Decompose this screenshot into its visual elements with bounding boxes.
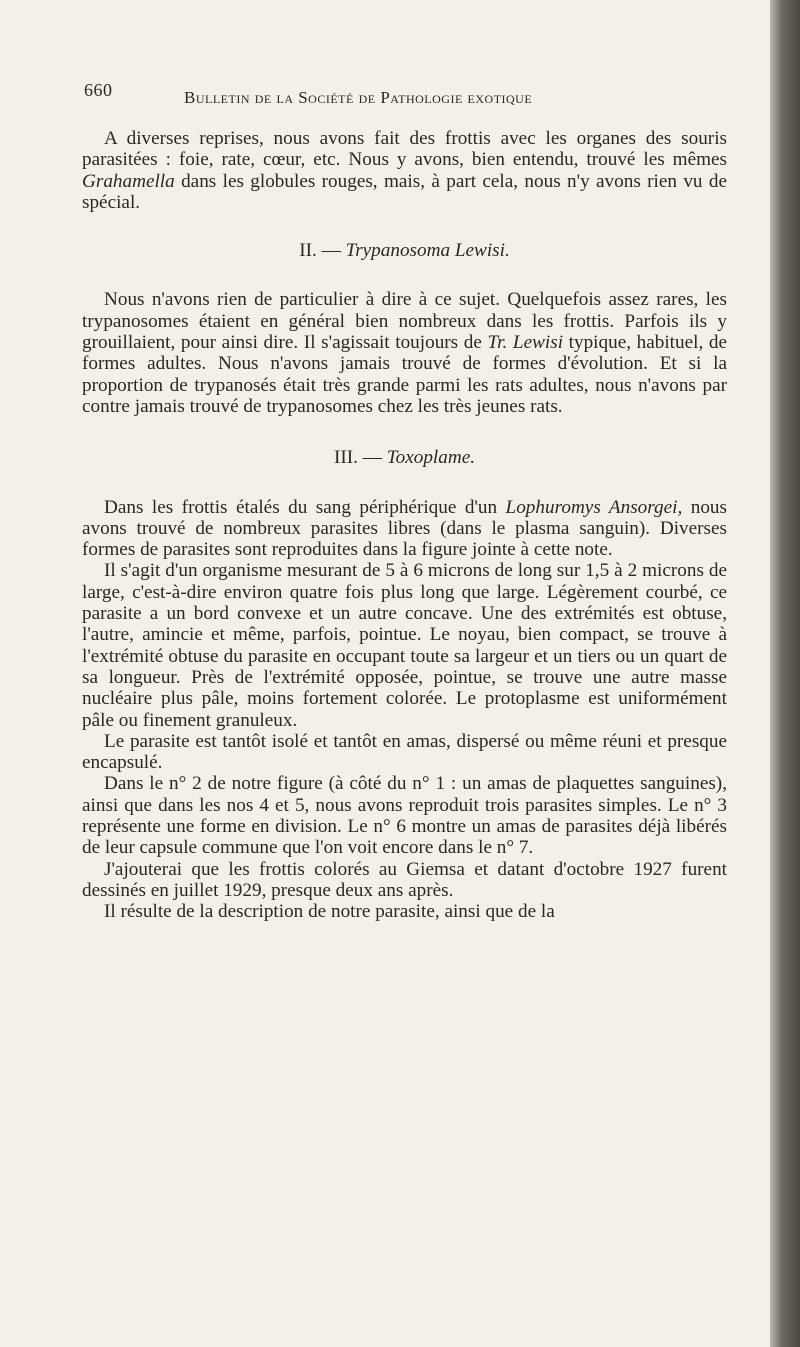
paragraph-organism-description: Il s'agit d'un organisme mesurant de 5 à 6 microns de long sur 1,5 à 2 microns de large, c'est-à-dire environ quatre fois plus long que large. Légèrement courbé, ce parasite a un bord convexe et un autre concave. Une des extrémités est obtuse, l'autre, amincie et même, parfois, pointue. Le noyau, bien compact, se trouve à l'extrémité obtuse du parasite en occupant toute sa largeur et un tiers ou un quart de sa longueur. Près de l'extrémité opposée, pointue, se trouve une autre masse nucléaire plus pâle, moins fortement colorée. Le protoplasme est uniformément pâle ou finement granuleux. <box>82 560 727 731</box>
text-run: Nous n'avons rien de particulier à dire à ce sujet. Quelquefois assez rares, les trypanosomes étaient en général bien nombreux dans les frottis. Parfois ils y grouillaient, pour ainsi dire. Il s'agissait toujours de <box>82 289 727 354</box>
text-run: dans les globules rouges, mais, à part cela, nous n'y avons rien vu de spécial. <box>82 170 727 213</box>
text-run: Dans les frottis étalés du sang périphérique d'un <box>104 496 506 518</box>
italic-term: Tr. Lewisi <box>487 332 564 354</box>
running-title: Bulletin de la Société de Pathologie exotique <box>184 88 533 107</box>
page-number: 660 <box>84 80 113 100</box>
paragraph-figure-numbers: Dans le n° 2 de notre figure (à côté du n° 1 : un amas de plaquettes sanguines), ainsi que dans les nos 4 et 5, nous avons reproduit trois parasites simples. Le n° 3 représente une forme en division. Le n° 6 montre un amas de parasites déjà libérés de leur capsule commune que l'on voit encore dans le n° 7. <box>82 773 727 859</box>
heading-title: Trypanosoma Lewisi. <box>345 240 510 262</box>
italic-term: Lophuromys Ansorgei, <box>505 496 683 518</box>
italic-term: Grahamella <box>82 170 175 192</box>
heading-number: II. — <box>299 240 346 262</box>
page-body <box>82 128 727 923</box>
paragraph-isolation: Le parasite est tantôt isolé et tantôt en amas, dispersé ou même réuni et presque encapsulé. <box>82 730 727 774</box>
heading-title: Toxoplame. <box>386 447 476 469</box>
section-heading-toxoplasma <box>82 447 727 468</box>
heading-number: III. — <box>333 447 387 469</box>
paragraph-blood-smears <box>82 497 727 561</box>
page-edge-shadow <box>770 0 800 1347</box>
text-run: A diverses reprises, nous avons fait des frottis avec les organes des souris parasitées : foie, rate, cœur, etc. Nous y avons, bien entendu, trouvé les mêmes <box>82 128 727 171</box>
text-run: typique, habituel, de formes adultes. Nous n'avons jamais trouvé de formes d'évolution. Et si la proportion de trypanosés était très grande parmi les rats adultes, nous n'avons par contre jamais trouvé de trypanosomes chez les très jeunes rats. <box>82 332 727 417</box>
paragraph-giemsa: J'ajouterai que les frottis colorés au Giemsa et datant d'octobre 1927 furent dessinés en juillet 1929, presque deux ans après. <box>82 858 727 901</box>
paragraph-conclusion-start: Il résulte de la description de notre parasite, ainsi que de la <box>104 901 555 923</box>
text-run: nous avons trouvé de nombreux parasites libres (dans le plasma sanguin). Diverses formes de parasites sont reproduites dans la figure jointe à cette note. <box>82 496 727 561</box>
section-heading-trypanosoma <box>82 240 727 261</box>
paragraph-organ-smears <box>82 128 727 213</box>
paragraph-trypanosoma <box>82 289 727 417</box>
